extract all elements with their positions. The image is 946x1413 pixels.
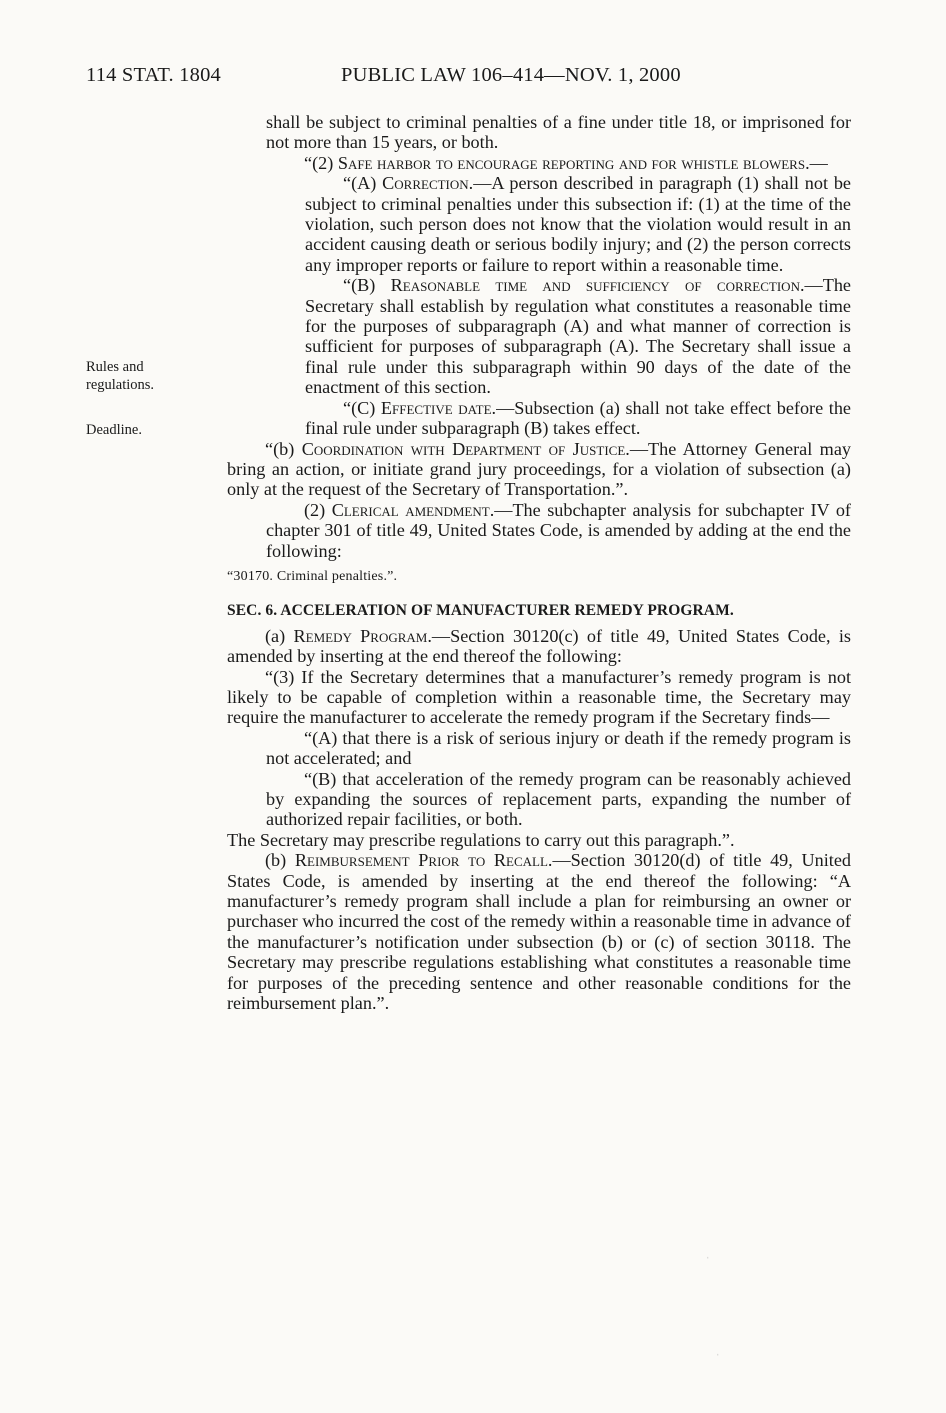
subparagraph-correction: “(A) Correction.—A person described in paragraph (1) shall not be subject to criminal penalties under this subsection if: (1) at the time of the violation, such person does not know that the violation would result in an accident causing death or serious bodily injury; and (2) the person corrects any improper reports or failure to report within a reasonable time. bbox=[305, 173, 851, 275]
heading-correction: Correction. bbox=[382, 173, 474, 194]
heading-clerical-amendment: Clerical amendment. bbox=[331, 499, 495, 520]
heading-effective-date: Effective date. bbox=[380, 397, 497, 418]
heading-reimbursement: Reimbursement Prior to Recall. bbox=[294, 850, 553, 871]
heading-safe-harbor: Safe harbor to encourage reporting and for whistle blowers. bbox=[337, 152, 810, 173]
margin-note-rules: Rules and regulations. bbox=[86, 359, 155, 393]
margin-note-deadline: Deadline. bbox=[86, 422, 142, 438]
subparagraph-effective-date: “(C) Effective date.—Subsection (a) shall not take effect before the final rule under subparagraph (B) takes effect. bbox=[305, 397, 852, 439]
subparagraph-inserted-b: “(B) that acceleration of the remedy program can be reasonably achieved by expanding the sources of replacement parts, expanding the number of authorized repair facilities, or both. bbox=[266, 768, 851, 830]
law-title: PUBLIC LAW 106–414—NOV. 1, 2000 bbox=[341, 64, 681, 86]
subsection-coordination: “(b) Coordination with Department of Justice.—The Attorney General may bring an action, or initiate grand jury proceedings, for a violation of subsection (a) only at the request of the Secretary of Transportation.”. bbox=[227, 438, 851, 500]
stat-page-number: 114 STAT. 1804 bbox=[86, 64, 221, 86]
paragraph-clerical-amendment: (2) Clerical amendment.—The subchapter analysis for subchapter IV of chapter 301 of title 49, United States Code, is amended by adding at the end the following: bbox=[266, 499, 851, 561]
heading-coordination: Coordination with Department of Justice. bbox=[301, 438, 630, 459]
subparagraph-inserted-a: “(A) that there is a risk of serious injury or death if the remedy program is not accelerated; and bbox=[266, 727, 851, 769]
closing-sentence: The Secretary may prescribe regulations to carry out this paragraph.”. bbox=[227, 829, 735, 850]
statute-text bbox=[227, 112, 851, 1013]
section-heading: SEC. 6. ACCELERATION OF MANUFACTURER REMEDY PROGRAM. bbox=[227, 602, 734, 620]
subparagraph-reasonable-time: “(B) Reasonable time and sufficiency of correction.—The Secretary shall establish by regulation what constitutes a reasonable time for the purposes of subparagraph (A) and what manner of correction is sufficient for purposes of subparagraph (A). The Secretary shall issue a final rule under this subparagraph within 90 days of the date of the enactment of this section. bbox=[305, 275, 851, 398]
heading-reasonable-time: Reasonable time and sufficiency of correction. bbox=[390, 275, 805, 296]
subsection-reimbursement: (b) Reimbursement Prior to Recall.—Section 30120(d) of title 49, United States Code, is amended by inserting at the end thereof the following: “A manufacturer’s remedy program shall include a plan for reimbursing an owner or purchaser who incurred the cost of the remedy within a reasonable time in advance of the manufacturer’s notification under subsection (b) or (c) of section 30118. The Secretary may prescribe regulations establishing what constitutes a reasonable time for purposes of the preceding sentence and other reasonable conditions for the reimbursement plan.”. bbox=[227, 850, 851, 1014]
scan-speck: ˈ bbox=[716, 1352, 720, 1364]
heading-remedy-program: Remedy Program. bbox=[293, 625, 432, 646]
paragraph-continuation: shall be subject to criminal penalties of a fine under title 18, or imprisoned for not more than 15 years, or both. bbox=[266, 112, 851, 153]
subsection-remedy-program: (a) Remedy Program.—Section 30120(c) of title 49, United States Code, is amended by inserting at the end thereof the following: bbox=[227, 625, 851, 667]
scan-speck: ˈ bbox=[706, 1255, 710, 1267]
paragraph-inserted-3: “(3) If the Secretary determines that a manufacturer’s remedy program is not likely to be capable of completion within a reasonable time, the Secretary may require the manufacturer to accelerate the remedy program if the Secretary finds— bbox=[227, 666, 851, 728]
paragraph-safe-harbor: “(2) Safe harbor to encourage reporting and for whistle blowers.— bbox=[304, 152, 828, 173]
analysis-entry: “30170. Criminal penalties.”. bbox=[227, 568, 398, 584]
